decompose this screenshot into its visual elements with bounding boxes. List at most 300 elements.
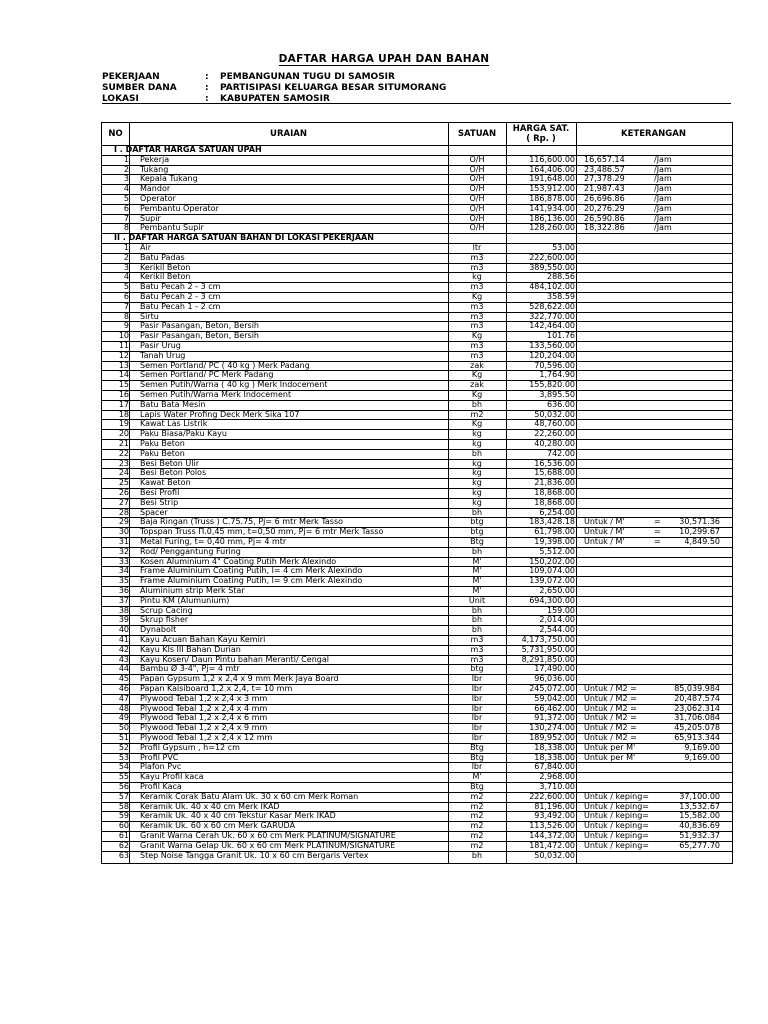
cell-no: 8 — [123, 311, 129, 321]
cell-satuan: m3 — [470, 350, 484, 360]
header-harga-line1: HARGA SAT. — [512, 124, 570, 134]
header-harga-line2: ( Rp. ) — [526, 134, 556, 144]
cell-keterangan: Untuk / M2 = — [584, 693, 637, 703]
row-divider — [102, 204, 732, 205]
section-row — [102, 145, 732, 155]
cell-no: 14 — [118, 370, 129, 380]
table-row — [102, 439, 732, 449]
table-row — [102, 459, 732, 469]
table-row — [102, 517, 732, 527]
cell-no: 61 — [118, 831, 129, 840]
cell-uraian: Mandor — [140, 184, 171, 194]
cell-no: 12 — [118, 350, 129, 360]
table-row — [102, 272, 732, 282]
row-divider — [102, 576, 732, 577]
cell-keterangan-sep: /Jam — [654, 213, 672, 223]
cell-satuan: m2 — [470, 801, 484, 811]
cell-harga: 150,202.00 — [529, 556, 575, 566]
cell-satuan: kg — [472, 488, 482, 497]
cell-uraian: Pekerja — [140, 154, 170, 164]
cell-harga: 3,710.00 — [539, 782, 575, 791]
cell-satuan: m2 — [470, 840, 484, 850]
cell-satuan: M' — [472, 566, 482, 576]
cell-no: 15 — [118, 380, 129, 390]
table-row — [102, 508, 732, 518]
cell-harga: 139,072.00 — [529, 576, 575, 586]
cell-satuan: btg — [470, 527, 484, 537]
table-row — [102, 694, 732, 704]
cell-no: 25 — [118, 478, 129, 488]
cell-satuan: bh — [471, 850, 483, 860]
table-row — [102, 782, 732, 792]
cell-no: 58 — [118, 801, 129, 811]
cell-uraian: Plywood Tebal 1,2 x 2,4 x 6 mm — [140, 713, 268, 723]
row-divider — [102, 292, 732, 293]
row-divider — [102, 684, 732, 685]
cell-keterangan: Untuk per M' — [584, 742, 636, 752]
row-divider — [102, 508, 732, 509]
cell-keterangan-value: 20,487.574 — [674, 693, 720, 703]
cell-no: 30 — [118, 527, 129, 537]
cell-no: 32 — [118, 546, 129, 556]
table-row — [102, 488, 732, 498]
row-divider — [102, 272, 732, 273]
cell-no: 54 — [118, 762, 129, 772]
cell-no: 22 — [118, 448, 129, 458]
cell-keterangan: Untuk per M' — [584, 752, 636, 762]
table-row — [102, 419, 732, 429]
cell-no: 11 — [118, 341, 129, 350]
row-divider — [102, 312, 732, 313]
cell-harga: 144,372.00 — [529, 831, 575, 840]
table-row — [102, 184, 732, 194]
row-divider — [102, 772, 732, 773]
row-divider — [102, 223, 732, 224]
cell-keterangan-sep: /Jam — [654, 194, 672, 203]
price-table — [101, 122, 733, 864]
cell-uraian: Besi Strip — [140, 497, 179, 507]
cell-no: 53 — [118, 752, 129, 762]
table-row — [102, 155, 732, 165]
row-divider — [102, 664, 732, 665]
cell-keterangan-value: 45,205.078 — [674, 723, 720, 733]
cell-harga: 159.00 — [547, 605, 575, 615]
cell-uraian: Granit Warna Cerah Uk. 60 x 60 cm Merk PLATINUM/SIGNATURE — [140, 831, 396, 840]
cell-uraian: Operator — [140, 194, 176, 203]
cell-keterangan: 26,590.86 — [584, 213, 625, 223]
cell-satuan: m3 — [470, 262, 484, 272]
cell-uraian: Semen Putih/Warna ( 40 kg ) Merk Indocement — [140, 380, 328, 390]
cell-no: 18 — [118, 409, 129, 419]
cell-no: 55 — [118, 772, 129, 782]
table-row — [102, 566, 732, 576]
cell-harga: 19,398.00 — [534, 537, 575, 546]
table-row — [102, 331, 732, 341]
cell-no: 23 — [118, 458, 129, 468]
table-row — [102, 282, 732, 292]
cell-no: 29 — [118, 517, 129, 527]
cell-satuan: bh — [471, 605, 483, 615]
cell-harga: 322,770.00 — [529, 311, 575, 321]
row-divider — [102, 782, 732, 783]
row-divider — [102, 723, 732, 724]
row-divider — [102, 645, 732, 646]
table-row — [102, 380, 732, 390]
table-row — [102, 341, 732, 351]
cell-no: 52 — [118, 742, 129, 752]
cell-keterangan: Untuk / keping= — [584, 840, 649, 850]
cell-keterangan-value: 4,849.50 — [684, 537, 720, 546]
cell-harga: 61,798.00 — [534, 527, 575, 537]
cell-satuan: bh — [471, 546, 483, 556]
row-divider — [102, 282, 732, 283]
cell-harga: 18,338.00 — [534, 752, 575, 762]
cell-harga: 142,464.00 — [529, 321, 575, 331]
cell-no: 27 — [118, 497, 129, 507]
cell-no: 43 — [118, 654, 129, 664]
cell-no: 5 — [123, 282, 129, 292]
cell-uraian: Pembantu Supir — [140, 223, 204, 233]
header-uraian: URAIAN — [270, 129, 307, 139]
cell-satuan: m2 — [470, 821, 484, 831]
cell-keterangan-value: 9,169.00 — [684, 742, 720, 752]
cell-keterangan-value: 30,571.36 — [679, 517, 720, 527]
cell-uraian: Semen Putih/Warna Merk Indocement — [140, 390, 292, 399]
row-divider — [102, 762, 732, 763]
table-row — [102, 792, 732, 802]
table-row — [102, 214, 732, 224]
cell-keterangan: Untuk / M' — [584, 517, 625, 527]
col-divider — [576, 123, 577, 863]
cell-satuan: M' — [472, 556, 482, 566]
table-row — [102, 410, 732, 420]
cell-keterangan-value: 85,039.984 — [674, 684, 720, 693]
cell-satuan: kg — [472, 272, 482, 282]
table-row — [102, 586, 732, 596]
cell-harga: 5,731,950.00 — [521, 644, 575, 654]
table-row — [102, 449, 732, 459]
table-row — [102, 537, 732, 547]
cell-uraian: Kayu Acuan Bahan Kayu Kemiri — [140, 635, 266, 644]
header-no: NO — [108, 129, 123, 139]
table-row — [102, 478, 732, 488]
cell-no: 45 — [118, 674, 129, 684]
cell-keterangan: Untuk / keping= — [584, 831, 649, 840]
table-header — [102, 123, 732, 146]
cell-satuan: O/H — [469, 223, 485, 233]
table-row — [102, 527, 732, 537]
title-text: DAFTAR HARGA UPAH DAN BAHAN — [278, 53, 490, 65]
cell-uraian: Keramik Uk. 40 x 40 cm Merk IKAD — [140, 801, 280, 811]
cell-uraian: Paku Beton — [140, 448, 185, 458]
cell-uraian: Batu Pecah 2 - 3 cm — [140, 292, 221, 301]
cell-keterangan-sep: = — [654, 537, 661, 546]
cell-satuan: kg — [472, 468, 482, 478]
cell-uraian: Batu Pecah 1 - 2 cm — [140, 301, 221, 311]
table-row — [102, 762, 732, 772]
row-divider — [102, 635, 732, 636]
table-row — [102, 723, 732, 733]
table-row — [102, 753, 732, 763]
info-label: PEKERJAAN — [102, 72, 160, 82]
row-divider — [102, 704, 732, 705]
cell-satuan: lbr — [471, 713, 483, 723]
table-row — [102, 174, 732, 184]
table-row — [102, 615, 732, 625]
cell-uraian: Papan Gypsum 1,2 x 2,4 x 9 mm Merk Jaya Board — [140, 674, 339, 684]
cell-satuan: Kg — [471, 370, 483, 380]
cell-uraian: Semen Portland/ PC ( 40 kg ) Merk Padang — [140, 360, 310, 370]
cell-harga: 18,868.00 — [534, 488, 575, 497]
cell-keterangan: Untuk / keping= — [584, 791, 649, 801]
cell-satuan: M' — [472, 576, 482, 586]
table-row — [102, 194, 732, 204]
row-divider — [102, 674, 732, 675]
table-row — [102, 606, 732, 616]
cell-keterangan-value: 9,169.00 — [684, 752, 720, 762]
cell-no: 20 — [118, 429, 129, 439]
row-divider — [102, 488, 732, 489]
cell-harga: 130,274.00 — [529, 723, 575, 733]
cell-satuan: m3 — [470, 311, 484, 321]
row-divider — [102, 694, 732, 695]
cell-no: 10 — [118, 331, 129, 341]
cell-satuan: O/H — [469, 164, 485, 174]
cell-satuan: bh — [471, 448, 483, 458]
table-row — [102, 713, 732, 723]
cell-harga: 742.00 — [547, 448, 575, 458]
row-divider — [102, 811, 732, 812]
section-row — [102, 233, 732, 243]
cell-satuan: m2 — [470, 811, 484, 821]
cell-uraian: Granit Warna Gelap Uk. 60 x 60 cm Merk PLATINUM/SIGNATURE — [140, 840, 396, 850]
table-row — [102, 498, 732, 508]
cell-satuan: bh — [471, 615, 483, 625]
table-row — [102, 684, 732, 694]
cell-satuan: m2 — [470, 409, 484, 419]
row-divider — [102, 361, 732, 362]
cell-harga: 113,526.00 — [529, 821, 575, 831]
cell-harga: 70,596.00 — [534, 360, 575, 370]
section-title: I . DAFTAR HARGA SATUAN UPAH — [114, 145, 262, 154]
cell-satuan: m3 — [470, 644, 484, 654]
table-row — [102, 831, 732, 841]
cell-uraian: Plywood Tebal 1,2 x 2,4 x 4 mm — [140, 703, 268, 713]
row-divider — [102, 802, 732, 803]
cell-harga: 222,600.00 — [529, 252, 575, 262]
row-divider — [102, 419, 732, 420]
cell-harga: 2,014.00 — [539, 615, 575, 625]
header-rule — [102, 103, 731, 104]
row-divider — [102, 625, 732, 626]
row-divider — [102, 253, 732, 254]
cell-no: 49 — [118, 713, 129, 723]
cell-keterangan: 21,987.43 — [584, 184, 625, 194]
cell-uraian: Skrup fisher — [140, 615, 189, 625]
cell-uraian: Scrup Cacing — [140, 605, 193, 615]
row-divider — [102, 410, 732, 411]
cell-harga: 93,492.00 — [534, 811, 575, 821]
cell-uraian: Kayu Kls III Bahan Durian — [140, 644, 241, 654]
cell-uraian: Profil Kaca — [140, 782, 182, 791]
cell-no: 21 — [118, 439, 129, 448]
cell-uraian: Plywood Tebal 1,2 x 2,4 x 3 mm — [140, 693, 268, 703]
row-divider — [102, 155, 732, 156]
cell-uraian: Besi Beton Ulir — [140, 458, 199, 468]
cell-harga: 128,260.00 — [529, 223, 575, 233]
row-divider — [102, 743, 732, 744]
row-divider — [102, 243, 732, 244]
cell-satuan: kg — [472, 478, 482, 488]
cell-harga: 484,102.00 — [529, 282, 575, 292]
cell-satuan: ltr — [472, 243, 482, 252]
table-row — [102, 811, 732, 821]
table-row — [102, 390, 732, 400]
cell-keterangan: 18,322.86 — [584, 223, 625, 233]
cell-uraian: Kawat Las Listrik — [140, 419, 208, 429]
cell-uraian: Besi Beton Polos — [140, 468, 207, 478]
cell-satuan: O/H — [469, 194, 485, 203]
cell-uraian: Pintu KM (Alumunium) — [140, 595, 230, 605]
cell-uraian: Plywood Tebal 1,2 x 2,4 x 9 mm — [140, 723, 268, 733]
cell-harga: 8,291,850.00 — [521, 654, 575, 664]
cell-no: 37 — [118, 595, 129, 605]
cell-no: 42 — [118, 644, 129, 654]
table-row — [102, 243, 732, 253]
cell-harga: 53.00 — [552, 243, 575, 252]
row-divider — [102, 184, 732, 185]
cell-keterangan-value: 10,299.67 — [679, 527, 720, 537]
cell-harga: 66,462.00 — [534, 703, 575, 713]
cell-no: 57 — [118, 791, 129, 801]
table-row — [102, 165, 732, 175]
table-row — [102, 625, 732, 635]
table-row — [102, 361, 732, 371]
cell-harga: 141,934.00 — [529, 203, 575, 213]
info-value: PARTISIPASI KELUARGA BESAR SITUMORANG — [220, 83, 447, 93]
cell-uraian: Bambu Ø 3-4", Pj= 4 mtr — [140, 664, 240, 674]
cell-no: 41 — [118, 635, 129, 644]
cell-harga: 5,512.00 — [539, 546, 575, 556]
row-divider — [102, 831, 732, 832]
cell-no: 31 — [118, 537, 129, 546]
cell-satuan: m3 — [470, 654, 484, 664]
cell-keterangan-sep: /Jam — [654, 203, 672, 213]
row-divider — [102, 341, 732, 342]
cell-satuan: m3 — [470, 321, 484, 331]
table-row — [102, 772, 732, 782]
cell-uraian: Kerikil Beton — [140, 262, 191, 272]
cell-uraian: Keramik Uk. 40 x 40 cm Tekstur Kasar Merk IKAD — [140, 811, 336, 821]
table-row — [102, 851, 732, 861]
cell-satuan: lbr — [471, 684, 483, 693]
cell-no: 39 — [118, 615, 129, 625]
info-value: PEMBANGUNAN TUGU DI SAMOSIR — [220, 72, 395, 82]
row-divider — [102, 527, 732, 528]
cell-satuan: Unit — [468, 595, 486, 605]
cell-harga: 133,560.00 — [529, 341, 575, 350]
cell-no: 34 — [118, 566, 129, 576]
table-row — [102, 664, 732, 674]
cell-satuan: Kg — [471, 419, 483, 429]
row-divider — [102, 459, 732, 460]
cell-harga: 164,406.00 — [529, 164, 575, 174]
info-label: SUMBER DANA — [102, 83, 177, 93]
cell-keterangan-value: 65,277.70 — [679, 840, 720, 850]
cell-keterangan: Untuk / M2 = — [584, 684, 637, 693]
cell-no: 36 — [118, 586, 129, 595]
table-row — [102, 557, 732, 567]
cell-keterangan: Untuk / M' — [584, 537, 625, 546]
cell-harga: 245,072.00 — [529, 684, 575, 693]
table-row — [102, 400, 732, 410]
table-row — [102, 429, 732, 439]
cell-uraian: Topspan Truss Π.0,45 mm, t=0,50 mm, Pj= 6 mtr Merk Tasso — [140, 527, 384, 537]
table-row — [102, 302, 732, 312]
cell-uraian: Batu Pecah 2 - 3 cm — [140, 282, 221, 292]
table-row — [102, 370, 732, 380]
cell-no: 3 — [123, 262, 129, 272]
table-row — [102, 321, 732, 331]
cell-satuan: Kg — [471, 292, 483, 301]
cell-uraian: Batu Padas — [140, 252, 185, 262]
row-divider — [102, 586, 732, 587]
cell-keterangan: 27,378.29 — [584, 174, 625, 184]
row-divider — [102, 537, 732, 538]
table-row — [102, 253, 732, 263]
cell-satuan: lbr — [471, 703, 483, 713]
col-divider — [506, 123, 507, 863]
col-divider — [129, 123, 130, 863]
cell-uraian: Dynabolt — [140, 625, 177, 635]
cell-uraian: Spacer — [140, 507, 168, 517]
cell-satuan: O/H — [469, 154, 485, 164]
table-row — [102, 204, 732, 214]
info-colon: : — [205, 72, 209, 82]
cell-keterangan: Untuk / M2 = — [584, 703, 637, 713]
cell-satuan: kg — [472, 497, 482, 507]
cell-harga: 50,032.00 — [534, 850, 575, 860]
cell-no: 62 — [118, 840, 129, 850]
cell-satuan: O/H — [469, 213, 485, 223]
info-colon: : — [205, 83, 209, 93]
cell-satuan: lbr — [471, 693, 483, 703]
cell-satuan: m2 — [470, 831, 484, 840]
cell-satuan: O/H — [469, 203, 485, 213]
row-divider — [102, 713, 732, 714]
cell-harga: 389,550.00 — [529, 262, 575, 272]
table-row — [102, 223, 732, 233]
cell-satuan: lbr — [471, 674, 483, 684]
row-divider — [102, 733, 732, 734]
cell-satuan: kg — [472, 439, 482, 448]
row-divider — [102, 498, 732, 499]
cell-harga: 189,952.00 — [529, 733, 575, 742]
cell-keterangan: Untuk / M' — [584, 527, 625, 537]
cell-keterangan-value: 51,932.37 — [679, 831, 720, 840]
table-row — [102, 468, 732, 478]
cell-uraian: Kayu Kosen/ Daun Pintu bahan Meranti/ Cengal — [140, 654, 329, 664]
row-divider — [102, 302, 732, 303]
cell-satuan: m3 — [470, 282, 484, 292]
cell-no: 8 — [123, 223, 129, 233]
cell-harga: 155,820.00 — [529, 380, 575, 390]
table-row — [102, 802, 732, 812]
cell-harga: 288.56 — [547, 272, 575, 282]
cell-keterangan-sep: = — [654, 517, 661, 527]
row-divider — [102, 214, 732, 215]
row-divider — [102, 753, 732, 754]
